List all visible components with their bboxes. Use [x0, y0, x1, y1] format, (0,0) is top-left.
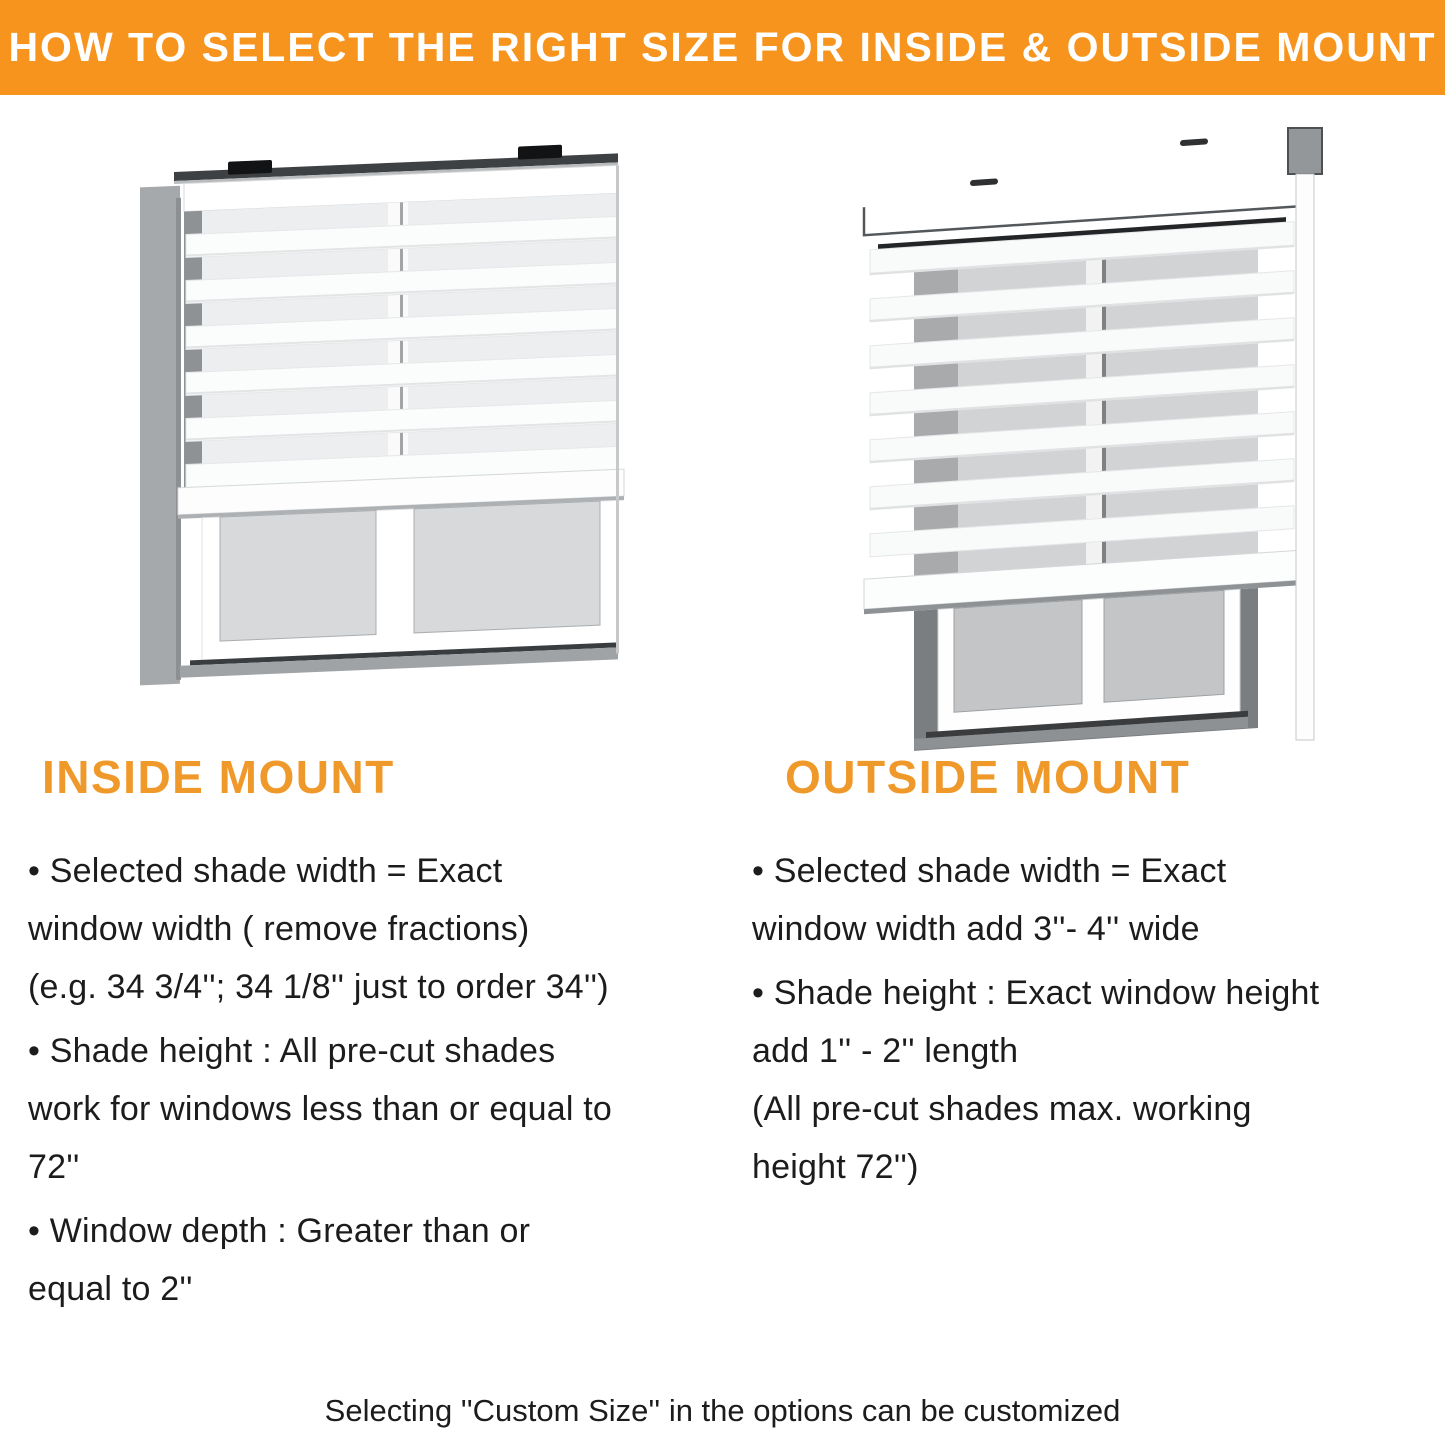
- outside-mount-figure: [852, 120, 1332, 765]
- spec-line: add 1'' - 2'' length: [752, 1032, 1019, 1070]
- spec-line: (e.g. 34 3/4''; 34 1/8'' just to order 34''): [28, 968, 609, 1006]
- spec-line: work for windows less than or equal to: [28, 1090, 612, 1128]
- header-banner: [0, 0, 1445, 95]
- inside-mount-figure: [126, 136, 631, 711]
- window-pane: [414, 501, 600, 633]
- inside-mount-heading: INSIDE MOUNT: [42, 751, 395, 803]
- spec-line: • Selected shade width = Exact: [752, 852, 1227, 890]
- outside-mount-specs: [752, 842, 1422, 1196]
- inside-mount-specs: [28, 842, 688, 1318]
- wall-mount-bracket: [1288, 128, 1322, 174]
- mount-clip-icon: [228, 160, 272, 175]
- screw-mark-icon: [1180, 138, 1208, 146]
- shade-side-rail: [1296, 174, 1314, 740]
- spec-line: • Shade height : All pre-cut shades: [28, 1032, 556, 1070]
- spec-line: window width ( remove fractions): [28, 910, 530, 948]
- outside-mount-window-graphic: [852, 120, 1332, 765]
- spec-line: • Selected shade width = Exact: [28, 852, 503, 890]
- inside-mount-window-graphic: [126, 136, 631, 711]
- screw-mark-icon: [970, 178, 998, 186]
- spec-line: window width add 3''- 4'' wide: [752, 910, 1200, 948]
- page-title: HOW TO SELECT THE RIGHT SIZE FOR INSIDE & OUTSIDE MOUNT: [8, 24, 1437, 70]
- spec-line: height 72''): [752, 1148, 919, 1186]
- spec-line: 72'': [28, 1148, 80, 1186]
- mount-clip-icon: [518, 145, 562, 160]
- spec-line: • Window depth : Greater than or: [28, 1212, 531, 1250]
- outside-mount-heading: OUTSIDE MOUNT: [785, 751, 1191, 803]
- window-pane: [1104, 590, 1224, 702]
- spec-line: equal to 2'': [28, 1270, 193, 1308]
- spec-line: (All pre-cut shades max. working: [752, 1090, 1252, 1128]
- spec-line: • Shade height : Exact window height: [752, 974, 1320, 1012]
- window-pane: [954, 600, 1082, 713]
- window-pane: [220, 511, 376, 642]
- window-frame-left-jamb: [140, 186, 180, 686]
- custom-size-note: Selecting ''Custom Size'' in the options can be customized: [324, 1393, 1121, 1428]
